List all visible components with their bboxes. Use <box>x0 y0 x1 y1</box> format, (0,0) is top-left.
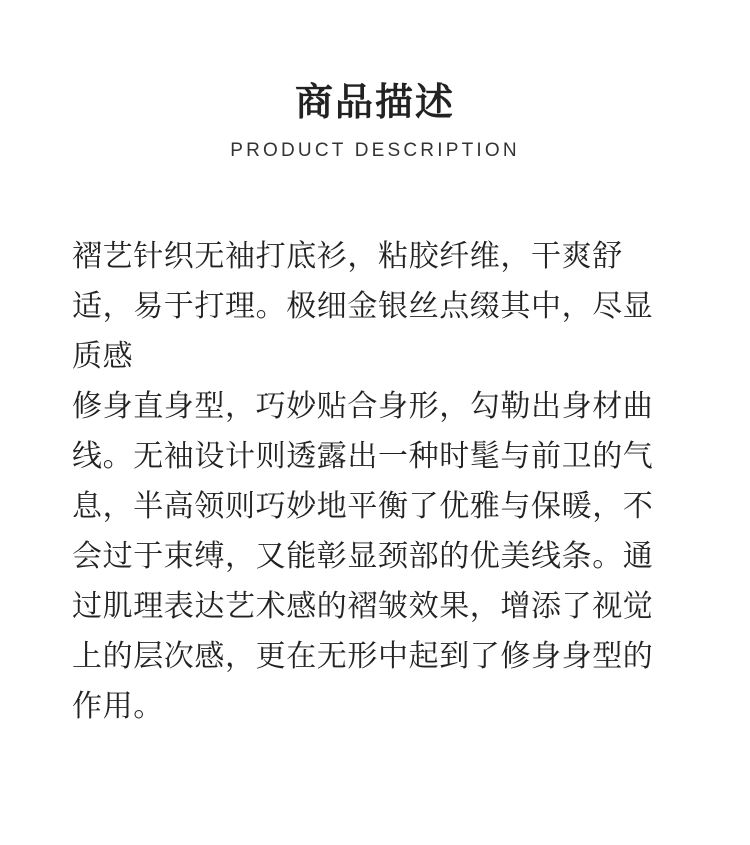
description-paragraph-material: 褶艺针织无袖打底衫，粘胶纤维，干爽舒适，易于打理。极细金银丝点缀其中，尽显质感 <box>72 239 654 374</box>
section-subtitle: PRODUCT DESCRIPTION <box>230 140 520 161</box>
description-body <box>72 232 680 732</box>
description-paragraph-fit: 修身直身型，巧妙贴合身形，勾勒出身材曲线。无袖设计则透露出一种时髦与前卫的气息，半高领则巧妙地平衡了优雅与保暖，不会过于束缚，又能彰显颈部的优美线条。通过肌理表达艺术感的褶皱效果，增添了视觉上的层次感，更在无形中起到了修身身型的作用。 <box>72 389 654 724</box>
section-title: 商品描述 <box>294 80 455 124</box>
